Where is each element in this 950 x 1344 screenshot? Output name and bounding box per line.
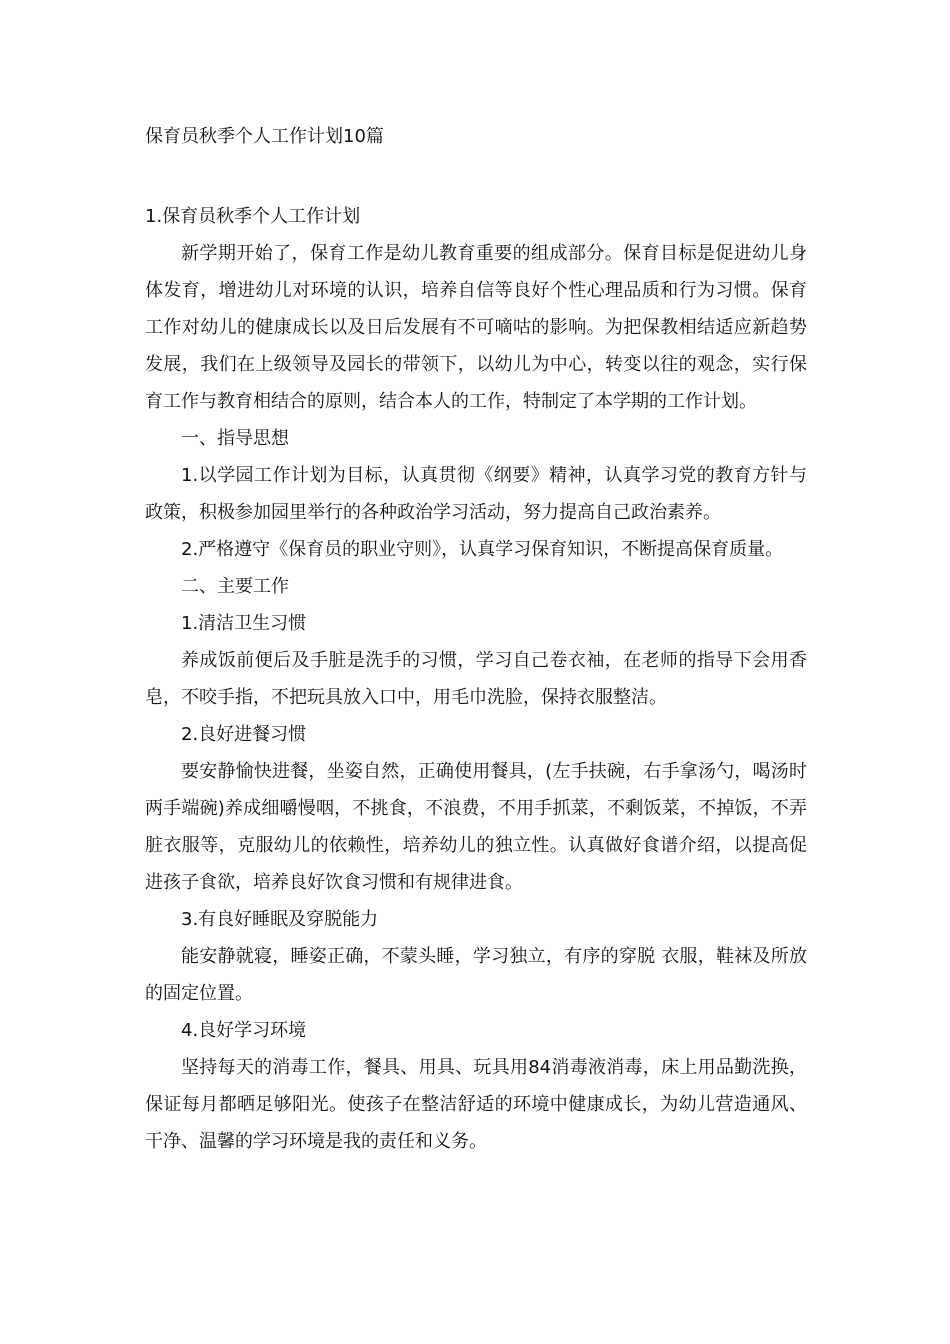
paragraph-environment: 坚持每天的消毒工作，餐具、用具、玩具用84消毒液消毒，床上用品勤洗换，保证每月都晒足够阳光。使孩子在整洁舒适的环境中健康成长，为幼儿营造通风、干净、温馨的学习环境是我的责任和义务。 [145, 1057, 807, 1152]
document-body [145, 198, 807, 1160]
paragraph-sleep: 能安静就寝，睡姿正确，不蒙头睡，学习独立，有序的穿脱 衣服，鞋袜及所放的固定位置。 [145, 946, 807, 1004]
intro-paragraph: 新学期开始了，保育工作是幼儿教育重要的组成部分。保育目标是促进幼儿身体发育，增进幼儿对环境的认识，培养自信等良好个性心理品质和行为习惯。保育工作对幼儿的健康成长以及日后发展有不可嘀咕的影响。为把保教相结适应新趋势发展，我们在上级领导及园长的带领下，以幼儿为中心，转变以往的观念，实行保育工作与教育相结合的原则，结合本人的工作，特制定了本学期的工作计划。 [145, 243, 807, 412]
subheading-environment: 4.良好学习环境 [181, 1020, 307, 1041]
paragraph-eating: 要安静愉快进餐，坐姿自然，正确使用餐具，(左手扶碗，右手拿汤勺，喝汤时两手端碗)养成细嚼慢咽，不挑食，不浪费，不用手抓菜，不剩饭菜，不掉饭，不弄脏衣服等，克服幼儿的依赖性，培养幼儿的独立性。认真做好食谱介绍，以提高促进孩子食欲，培养良好饮食习惯和有规律进食。 [145, 761, 807, 893]
heading-main-work: 二、主要工作 [181, 576, 289, 597]
subheading-sleep: 3.有良好睡眠及穿脱能力 [181, 909, 379, 930]
guiding-point-1: 1.以学园工作计划为目标，认真贯彻《纲要》精神，认真学习党的教育方针与政策，积极参加园里举行的各种政治学习活动，努力提高自己政治素养。 [145, 465, 807, 523]
heading-guiding-thought: 一、指导思想 [181, 428, 289, 449]
section-heading: 1.保育员秋季个人工作计划 [145, 206, 361, 227]
guiding-point-2: 2.严格遵守《保育员的职业守则》，认真学习保育知识，不断提高保育质量。 [181, 539, 784, 560]
subheading-eating: 2.良好进餐习惯 [181, 724, 307, 745]
document-title: 保育员秋季个人工作计划10篇 [145, 126, 384, 147]
subheading-hygiene: 1.清洁卫生习惯 [181, 613, 307, 634]
paragraph-hygiene: 养成饭前便后及手脏是洗手的习惯，学习自己卷衣袖，在老师的指导下会用香皂，不咬手指，不把玩具放入口中，用毛巾洗脸，保持衣服整洁。 [145, 650, 807, 708]
